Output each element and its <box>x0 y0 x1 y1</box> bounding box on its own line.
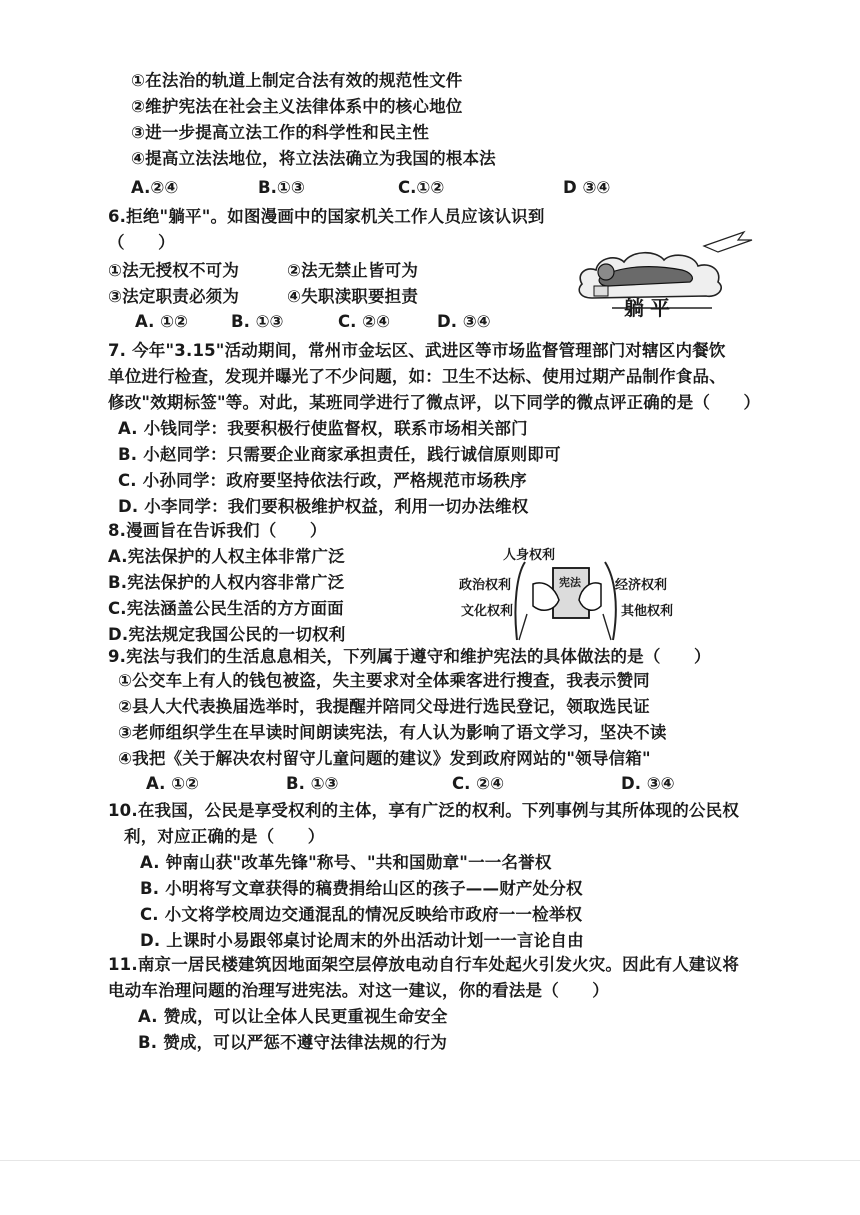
q10-stem-line-2: 利，对应正确的是（ ） <box>124 827 325 846</box>
q6-item-4: ④失职渎职要担责 <box>287 287 419 306</box>
q6-option-b: B. ①③ <box>231 312 284 331</box>
q9-item-4: ④我把《关于解决农村留守儿童问题的建议》发到政府网站的"领导信箱" <box>118 749 651 768</box>
q6-item-3: ③法定职责必须为 <box>108 287 240 306</box>
q7-option-c: C. 小孙同学：政府要坚持依法行政，严格规范市场秩序 <box>118 471 527 490</box>
constitution-hands-image <box>455 544 680 644</box>
cartoon-book-label: 宪法 <box>559 576 581 589</box>
q9-option-c: C. ②④ <box>452 774 505 793</box>
cartoon-caption: 躺平 <box>624 296 676 320</box>
q9-stem: 9.宪法与我们的生活息息相关，下列属于遵守和维护宪法的具体做法的是（ ） <box>108 647 711 666</box>
q5-item-2: ②维护宪法在社会主义法律体系中的核心地位 <box>131 97 463 116</box>
q7-option-b: B. 小赵同学：只需要企业商家承担责任，践行诚信原则即可 <box>118 445 561 464</box>
q5-option-d: D ③④ <box>563 178 611 197</box>
q5-item-3: ③进一步提高立法工作的科学性和民主性 <box>131 123 430 142</box>
q7-option-d: D. 小李同学：我们要积极维护权益，利用一切办法维权 <box>118 497 529 516</box>
q5-option-a: A.②④ <box>131 178 179 197</box>
q6-blank: （ ） <box>108 233 175 252</box>
q10-option-c: C. 小文将学校周边交通混乱的情况反映给市政府一一检举权 <box>140 905 583 924</box>
q6-option-c: C. ②④ <box>338 312 391 331</box>
q10-stem-line-1: 10.在我国，公民是享受权利的主体，享有广泛的权利。下列事例与其所体现的公民权 <box>108 801 740 820</box>
q5-option-c: C.①② <box>398 178 445 197</box>
q10-option-a: A. 钟南山获"改革先锋"称号、"共和国勋章"一一名誉权 <box>140 853 552 872</box>
q6-option-a: A. ①② <box>135 312 189 331</box>
q5-item-1: ①在法治的轨道上制定合法有效的规范性文件 <box>131 71 463 90</box>
q8-stem: 8.漫画旨在告诉我们（ ） <box>108 521 327 540</box>
q6-stem: 6.拒绝"躺平"。如图漫画中的国家机关工作人员应该认识到 <box>108 207 545 226</box>
q9-item-1: ①公交车上有人的钱包被盗，失主要求对全体乘客进行搜查，我表示赞同 <box>118 671 650 690</box>
q11-option-b: B. 赞成，可以严惩不遵守法律法规的行为 <box>138 1033 448 1052</box>
q6-option-d: D. ③④ <box>437 312 491 331</box>
q6-item-2: ②法无禁止皆可为 <box>287 261 419 280</box>
q8-cartoon <box>455 544 680 644</box>
q8-option-d: D.宪法规定我国公民的一切权利 <box>108 625 346 644</box>
q7-stem-line-2: 单位进行检查，发现并曝光了不少问题，如：卫生不达标、使用过期产品制作食品、 <box>108 367 726 386</box>
q11-stem-line-1: 11.南京一居民楼建筑因地面架空层停放电动自行车处起火引发火灾。因此有人建议将 <box>108 955 740 974</box>
cartoon-label-cultural: 文化权利 <box>461 604 514 619</box>
q10-option-d: D. 上课时小易跟邻桌讨论周末的外出活动计划一一言论自由 <box>140 931 584 950</box>
page-bottom-divider <box>0 1160 860 1161</box>
q11-stem-line-2: 电动车治理问题的治理写进宪法。对这一建议，你的看法是（ ） <box>108 981 609 1000</box>
q10-option-b: B. 小明将写文章获得的稿费捐给山区的孩子——财产处分权 <box>140 879 583 898</box>
q7-option-a: A. 小钱同学：我要积极行使监督权，联系市场相关部门 <box>118 419 528 438</box>
q5-options <box>0 178 860 200</box>
cartoon-label-economic: 经济权利 <box>615 578 668 593</box>
q8-option-a: A.宪法保护的人权主体非常广泛 <box>108 547 345 566</box>
q7-stem-line-3: 修改"效期标签"等。对此，某班同学进行了微点评，以下同学的微点评正确的是（ ） <box>108 393 761 412</box>
q9-option-a: A. ①② <box>146 774 200 793</box>
q5-option-b: B.①③ <box>258 178 305 197</box>
q6-cartoon <box>572 226 754 320</box>
q6-item-1: ①法无授权不可为 <box>108 261 240 280</box>
cartoon-label-personal: 人身权利 <box>503 548 556 563</box>
q6-options <box>0 312 560 334</box>
q8-option-c: C.宪法涵盖公民生活的方方面面 <box>108 599 344 618</box>
q9-item-3: ③老师组织学生在早读时间朗读宪法，有人认为影响了语文学习，坚决不读 <box>118 723 667 742</box>
cartoon-label-other: 其他权利 <box>621 604 674 619</box>
q11-option-a: A. 赞成，可以让全体人民更重视生命安全 <box>138 1007 448 1026</box>
q5-item-4: ④提高立法法地位，将立法法确立为我国的根本法 <box>131 149 496 168</box>
q7-stem-line-1: 7. 今年"3.15"活动期间，常州市金坛区、武进区等市场监督管理部门对辖区内餐饮 <box>108 341 726 360</box>
q9-option-b: B. ①③ <box>286 774 339 793</box>
q8-option-b: B.宪法保护的人权内容非常广泛 <box>108 573 345 592</box>
cartoon-label-political: 政治权利 <box>459 578 512 593</box>
q9-item-2: ②县人大代表换届选举时，我提醒并陪同父母进行选民登记，领取选民证 <box>118 697 650 716</box>
q9-option-d: D. ③④ <box>621 774 675 793</box>
q9-options <box>0 774 860 796</box>
